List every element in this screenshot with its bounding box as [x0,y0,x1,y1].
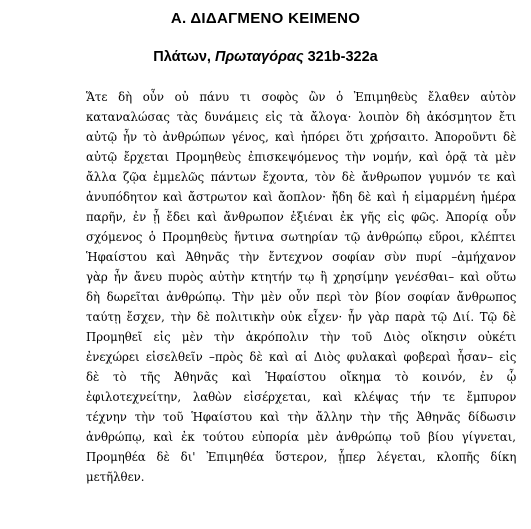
passage-line: ἐνεχώρει εἰσελθεῖν –πρὸς δὲ καὶ αἱ Διὸς φυλακαὶ φοβεραὶ ἦσαν– εἰς [86,350,517,364]
passage-line: σχόμενος ὁ Προμηθεὺς ἥντινα σωτηρίαν τῷ ἀνθρώπῳ εὕροι, κλέπτει [86,230,516,244]
work-title: Πρωταγόρας [214,49,304,65]
passage-line: τέχνην τὴν τοῦ Ἡφαίστου καὶ τὴν ἄλλην τὴν τῆς Ἀθηνᾶς δίδωσιν [86,410,516,424]
source-citation [0,49,531,65]
text-reference: 321b-322a [307,49,378,65]
passage-line: ταύτῃ ἔσχεν, τὴν δὲ πολιτικὴν οὐκ εἶχεν· ἦν γὰρ παρὰ τῷ Διί. Τῷ δὲ [86,310,516,324]
passage-line: μετῆλθεν. [86,470,145,484]
passage-line: ἀνθρώπῳ, καὶ ἐκ τούτου εὐπορία μὲν ἀνθρώπῳ τοῦ βίου γίγνεται, [86,430,516,444]
passage-line: Προμηθέα δὲ δι' Ἐπιμηθέα ὕστερον, ᾗπερ λέγεται, κλοπῆς δίκη [86,450,517,464]
passage-line: Ἅτε δὴ οὖν οὐ πάνυ τι σοφὸς ὢν ὁ Ἐπιμηθεὺς ἔλαθεν αὐτὸν [86,90,516,104]
author-name: Πλάτων, [153,49,211,65]
passage-line: ἄλλα ζῷα ἐμμελῶς πάντων ἔχοντα, τὸν δὲ ἄνθρωπον γυμνόν τε καὶ [86,170,517,184]
passage-line: παρῆν, ἐν ᾗ ἔδει καὶ ἄνθρωπον ἐξιέναι ἐκ γῆς εἰς φῶς. Ἀπορίᾳ οὖν [86,210,517,224]
passage-line: δὲ τὸ τῆς Ἀθηνᾶς καὶ Ἡφαίστου οἴκημα τὸ κοινόν, ἐν ᾧ [86,370,517,384]
passage-line: γὰρ ἦν ἄνευ πυρὸς αὐτὴν κτητήν τῳ ἢ χρησίμην γενέσθαι– καὶ οὕτω [86,270,516,284]
passage-line: καταναλώσας τὰς δυνάμεις εἰς τὰ ἄλογα· λοιπὸν δὴ ἀκόσμητον ἔτι [86,110,517,124]
passage-line: αὐτῷ ἔρχεται Προμηθεὺς ἐπισκεψόμενος τὴν νομήν, καὶ ὁρᾷ τὰ μὲν [86,150,516,164]
passage-text [86,87,516,487]
passage-line: δὴ δωρεῖται ἀνθρώπῳ. Τὴν μὲν οὖν περὶ τὸν βίον σοφίαν ἄνθρωπος [86,290,517,304]
passage-line: αὐτῷ ἦν τὸ ἀνθρώπων γένος, καὶ ἠπόρει ὅτι χρήσαιτο. Ἀποροῦντι δὲ [86,130,517,144]
passage-line: ἀνυπόδητον καὶ ἄστρωτον καὶ ἄοπλον· ἤδη δὲ καὶ ἡ εἱμαρμένη ἡμέρα [86,190,516,204]
section-title: Α. ΔΙΔΑΓΜΕΝΟ ΚΕΙΜΕΝΟ [170,10,361,27]
passage-line: Ἡφαίστου καὶ Ἀθηνᾶς τὴν ἔντεχνον σοφίαν σὺν πυρί –ἀμήχανον [86,250,516,264]
passage-line: ἐφιλοτεχνείτην, λαθὼν εἰσέρχεται, καὶ κλέψας τήν τε ἔμπυρον [86,390,517,404]
passage-line: Προμηθεῖ εἰς μὲν τὴν ἀκρόπολιν τὴν τοῦ Διὸς οἴκησιν οὐκέτι [86,330,517,344]
